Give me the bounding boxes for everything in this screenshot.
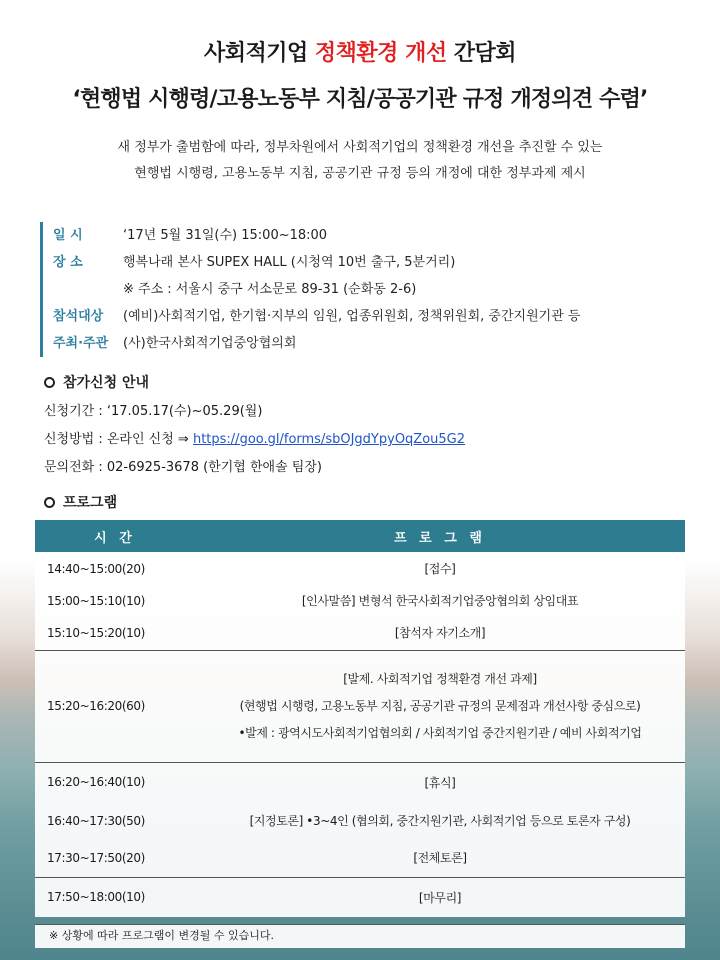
info-key-empty (53, 276, 123, 303)
intro-text (40, 135, 680, 187)
table-row (35, 762, 685, 802)
intro-line: 새 정부가 출범함에 따라, 정부차원에서 사회적기업의 정책환경 개선을 추진할 수 있는 (117, 140, 603, 155)
title-suffix: 간담회 (453, 41, 517, 66)
row-program-line: [발제. 사회적기업 정책환경 개선 과제] (343, 671, 537, 686)
table-header-row (35, 520, 685, 552)
event-info (40, 222, 680, 357)
page-title (0, 36, 720, 67)
row-time: 15:10~15:20(10) (47, 625, 145, 640)
circle-bullet-icon (44, 497, 55, 508)
apply-form-link[interactable]: https://goo.gl/forms/sbOJgdYpyOqZou5G2 (192, 432, 466, 447)
column-header-time: 시 간 (35, 520, 195, 552)
info-key: 일 시 (53, 228, 83, 243)
title-prefix: 사회적기업 (203, 41, 308, 66)
row-program: [지정토론] •3~4인 (협의회, 중간지원기관, 사회적기업 등으로 토론자 구성) (249, 814, 631, 828)
column-header-program: 프 로 그 램 (195, 520, 685, 552)
program-heading (44, 492, 117, 512)
info-value: ※ 주소 : 서울시 중구 서소문로 89-31 (순화동 2-6) (123, 282, 417, 297)
info-row-date (53, 222, 680, 249)
page-subtitle: ‘현행법 시행령/고용노동부 지침/공공기관 규정 개정의견 수렴’ (72, 87, 648, 112)
row-time: 15:00~15:10(10) (47, 593, 145, 608)
row-program: [휴식] (195, 762, 685, 802)
apply-info (44, 398, 684, 482)
row-program: [인사말씀] 변형석 한국사회적기업중앙협의회 상임대표 (301, 594, 579, 608)
info-value: ‘17년 5월 31일(수) 15:00~18:00 (123, 228, 328, 243)
row-time: 16:20~16:40(10) (35, 762, 195, 802)
info-key: 참석대상 (53, 309, 104, 324)
program-heading-label: 프로그램 (63, 495, 118, 511)
row-program: [마무리] (195, 877, 685, 917)
table-row (35, 552, 685, 585)
row-time: 15:20~16:20(60) (35, 650, 195, 762)
row-time: 17:30~17:50(20) (47, 850, 145, 865)
apply-method-label: 신청방법 : 온라인 신청 ⇒ (44, 432, 193, 447)
row-program: [참석자 자기소개] (394, 626, 486, 641)
table-row (35, 650, 685, 762)
apply-heading (44, 372, 149, 392)
apply-contact: 문의전화 : 02-6925-3678 (한기협 한애솔 팀장) (44, 460, 322, 475)
row-program-line: •발제 : 광역시도사회적기업협의회 / 사회적기업 중간지원기관 / 예비 사회적기업 (238, 725, 642, 740)
info-key: 장 소 (53, 255, 83, 270)
row-time: 17:50~18:00(10) (35, 877, 195, 917)
program-note: ※ 상황에 따라 프로그램이 변경될 수 있습니다. (35, 924, 685, 948)
info-row-host (53, 330, 680, 357)
info-key: 주최·주관 (53, 336, 109, 351)
row-program (195, 650, 685, 762)
program-table (35, 520, 685, 917)
apply-heading-label: 참가신청 안내 (63, 375, 150, 391)
intro-line: 현행법 시행령, 고용노동부 지침, 공공기관 규정 등의 개정에 대한 정부과제 제시 (134, 166, 586, 181)
row-program-line: (현행법 시행령, 고용노동부 지침, 공공기관 규정의 문제점과 개선사항 중심으로) (239, 698, 641, 713)
table-row (35, 802, 685, 839)
apply-period: 신청기간 : ‘17.05.17(수)~05.29(월) (44, 404, 263, 419)
row-program: [접수] (424, 562, 456, 576)
info-value: (사)한국사회적기업중앙협의회 (123, 336, 297, 351)
info-row-place (53, 249, 680, 276)
info-row-target (53, 303, 680, 330)
table-row (35, 616, 685, 650)
table-row (35, 585, 685, 616)
info-value: (예비)사회적기업, 한기협·지부의 임원, 업종위원회, 정책위원회, 중간지원기관 등 (123, 309, 581, 324)
title-highlight: 정책환경 개선 (314, 41, 447, 66)
info-value: 행복나래 본사 SUPEX HALL (시청역 10번 출구, 5분거리) (123, 255, 456, 270)
info-row-address (53, 276, 680, 303)
circle-bullet-icon (44, 377, 55, 388)
table-row (35, 877, 685, 917)
row-program: [전체토론] (413, 851, 467, 866)
row-time: 14:40~15:00(20) (47, 561, 145, 576)
apply-method (44, 426, 684, 454)
table-row (35, 839, 685, 877)
row-time: 16:40~17:30(50) (47, 813, 145, 828)
